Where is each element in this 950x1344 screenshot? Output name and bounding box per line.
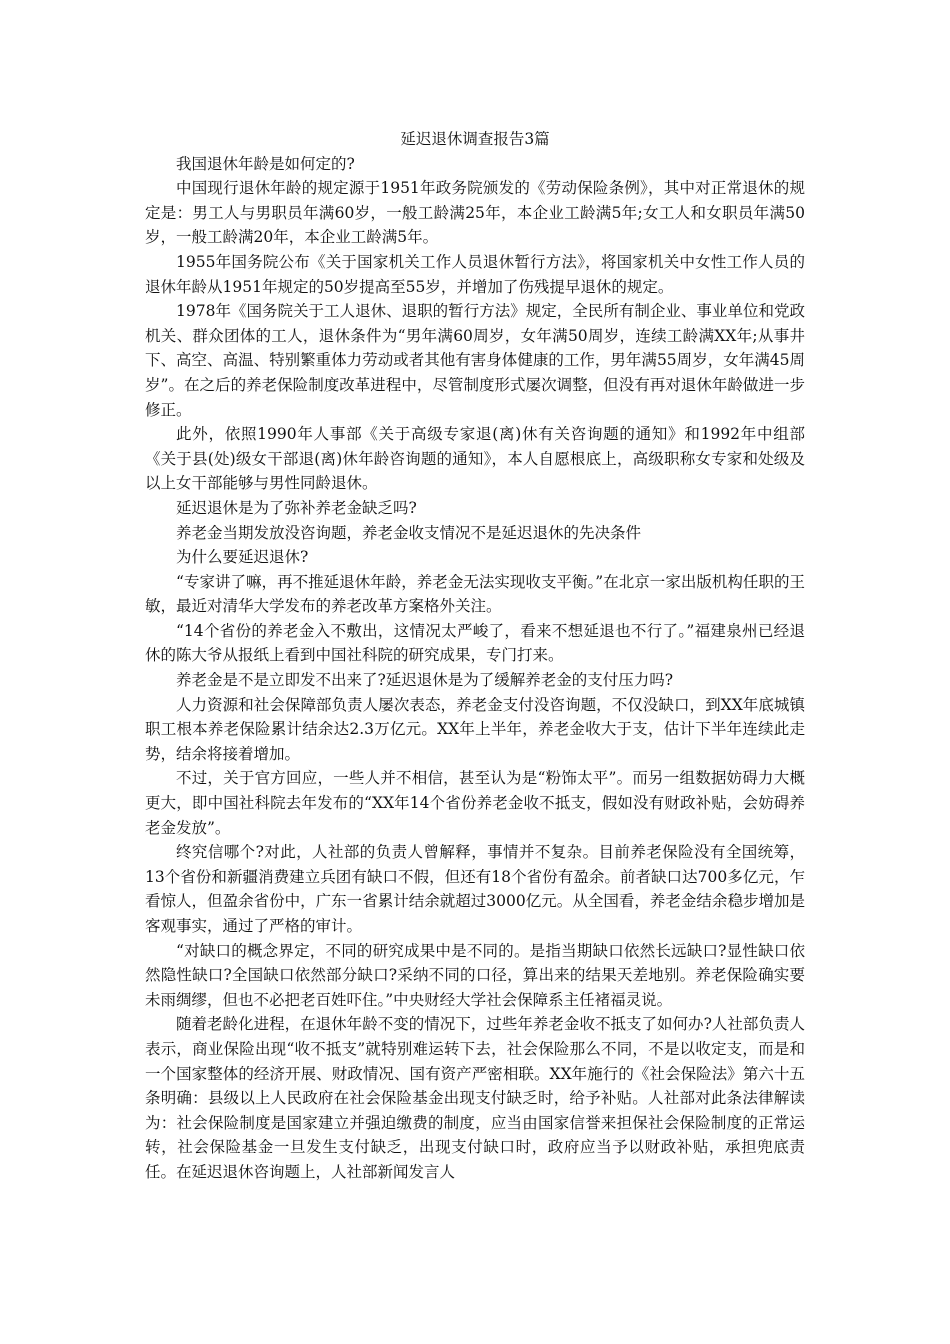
paragraph: 随着老龄化进程，在退休年龄不变的情况下，过些年养老金收不抵支了如何办?人社部负责人表示，商业保险出现“收不抵支”就特别难运转下去，社会保险那么不同，不是以收定支，而是和一个国家整体的经济开展、财政情况、国有资产严密相联。XX年施行的《社会保险法》第六十五条明确：县级以上人民政府在社会保险基金出现支付缺乏时，给予补贴。人社部对此条法律解读为：社会保险制度是国家建立并强迫缴费的制度，应当由国家信誉来担保社会保险制度的正常运转，社会保险基金一旦发生支付缺乏，出现支付缺口时，政府应当予以财政补贴，承担兜底责任。在延迟退休咨询题上，人社部新闻发言人: [145, 1015, 805, 1181]
paragraph: “对缺口的概念界定，不同的研究成果中是不同的。是指当期缺口依然长远缺口?显性缺口依然隐性缺口?全国缺口依然部分缺口?采纳不同的口径，算出来的结果天差地别。养老保险确实要未雨绸缪，但也不必把老百姓吓住。”中央财经大学社会保障系主任褚福灵说。: [145, 941, 805, 1009]
paragraph: 1955年国务院公布《关于国家机关工作人员退休暂行方法》，将国家机关中女性工作人员的退休年龄从1951年规定的50岁提高至55岁，并增加了伤残提早退休的规定。: [145, 252, 805, 296]
paragraph: 中国现行退休年龄的规定源于1951年政务院颁发的《劳动保险条例》，其中对正常退休的规定是：男工人与男职员年满60岁，一般工龄满25年，本企业工龄满5年;女工人和女职员年满50岁，一般工龄满20年，本企业工龄满5年。: [145, 179, 805, 247]
paragraph: 1978年《国务院关于工人退休、退职的暂行方法》规定，全民所有制企业、事业单位和党政机关、群众团体的工人，退休条件为“男年满60周岁，女年满50周岁，连续工龄满XX年;从事井下、高空、高温、特别繁重体力劳动或者其他有害身体健康的工作，男年满55周岁，女年满45周岁”。在之后的养老保险制度改革进程中，尽管制度形式屡次调整，但没有再对退休年龄做进一步修正。: [145, 302, 805, 419]
paragraph: 养老金是不是立即发不出来了?延迟退休是为了缓解养老金的支付压力吗?: [176, 671, 674, 690]
document-body: [145, 127, 805, 1185]
paragraph: “专家讲了嘛，再不推延退休年龄，养老金无法实现收支平衡。”在北京一家出版机构任职的王敏，最近对清华大学发布的养老改革方案格外关注。: [145, 572, 805, 616]
document-title: 延迟退休调查报告3篇: [400, 130, 550, 148]
paragraph: 此外，依照1990年人事部《关于高级专家退(离)休有关咨询题的通知》和1992年中组部《关于县(处)级女干部退(离)休年龄咨询题的通知》，本人自愿根底上，高级职称女专家和处级及以上女干部能够与男性同龄退休。: [145, 425, 805, 493]
paragraph: 我国退休年龄是如何定的?: [176, 154, 355, 173]
paragraph: “14个省份的养老金入不敷出，这情况太严峻了，看来不想延退也不行了。”福建泉州已经退休的陈大爷从报纸上看到中国社科院的研究成果，专门打来。: [145, 621, 805, 665]
paragraph: 延迟退休是为了弥补养老金缺乏吗?: [176, 498, 417, 517]
paragraph: 不过，关于官方回应，一些人并不相信，甚至认为是“粉饰太平”。而另一组数据妨碍力大概更大，即中国社科院去年发布的“XX年14个省份养老金收不抵支，假如没有财政补贴，会妨碍养老金发放”。: [145, 769, 805, 837]
paragraph: 终究信哪个?对此，人社部的负责人曾解释，事情并不复杂。目前养老保险没有全国统筹，13个省份和新疆消费建立兵团有缺口不假，但还有18个省份有盈余。前者缺口达700多亿元，乍看惊人，但盈余省份中，广东一省累计结余就超过3000亿元。从全国看，养老金结余稳步增加是客观事实，通过了严格的审计。: [145, 843, 805, 935]
paragraph: 人力资源和社会保障部负责人屡次表态，养老金支付没咨询题，不仅没缺口，到XX年底城镇职工根本养老保险累计结余达2.3万亿元。XX年上半年，养老金收大于支，估计下半年连续此走势，结余将接着增加。: [145, 695, 805, 763]
paragraph: 养老金当期发放没咨询题，养老金收支情况不是延迟退休的先决条件: [176, 523, 642, 542]
paragraph: 为什么要延迟退休?: [176, 548, 309, 567]
